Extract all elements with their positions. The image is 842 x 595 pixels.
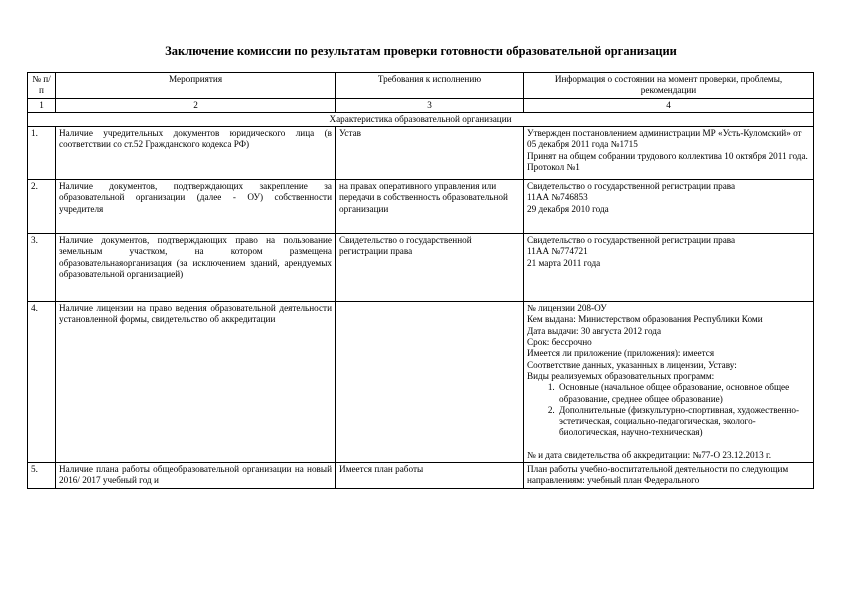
- row-requirement: [336, 302, 524, 463]
- info-line: Дата выдачи: 30 августа 2012 года: [527, 325, 662, 336]
- table-row: [28, 180, 814, 234]
- info-line: 21 марта 2011 года: [527, 257, 601, 268]
- row-requirement: Свидетельство о государственной регистрации права: [336, 234, 524, 302]
- table-row: [28, 302, 814, 463]
- readiness-table: [27, 72, 814, 489]
- info-line: Виды реализуемых образовательных программ:: [527, 370, 715, 381]
- header-requirements: Требования к исполнению: [336, 73, 524, 99]
- info-line: Кем выдана: Министерством образования Республики Коми: [527, 314, 763, 325]
- table-row: [28, 463, 814, 489]
- column-number: 2: [56, 98, 336, 112]
- row-event: Наличие документов, подтверждающих право на пользование земельным участком, на котором размещена образовательнаяорганизация (за исключением зданий, арендуемых образовательной организацией): [56, 234, 336, 302]
- info-line: Утвержден постановлением администрации МР «Усть-Куломский» от 05 декабря 2011 года №1715: [527, 128, 802, 150]
- row-requirement: на правах оперативного управления или передачи в собственность образовательной организации: [336, 180, 524, 234]
- row-info: [524, 302, 814, 463]
- row-number: 2.: [28, 180, 56, 234]
- accreditation-line: № и дата свидетельства об аккредитации: №77-О 23.12.2013 г.: [527, 449, 772, 460]
- table-header-row: [28, 73, 814, 99]
- row-number: 5.: [28, 463, 56, 489]
- info-line: Соответствие данных, указанных в лицензии, Уставу:: [527, 359, 737, 370]
- info-line: Свидетельство о государственной регистрации права: [527, 181, 736, 192]
- column-number-row: [28, 98, 814, 112]
- column-number: 3: [336, 98, 524, 112]
- row-event: Наличие документов, подтверждающих закрепление за образовательной организации (далее - ОУ) собственности учредителя: [56, 180, 336, 234]
- row-info: [524, 180, 814, 234]
- header-event: Мероприятия: [56, 73, 336, 99]
- info-line: План работы учебно-воспитательной деятельности по следующим направлениям: учебный план Федерального: [527, 464, 789, 486]
- header-info: Информация о состоянии на момент проверки, проблемы, рекомендации: [524, 73, 814, 99]
- list-item: 1. Основные (начальное общее образование, основное общее образование, среднее общее образование): [557, 382, 810, 405]
- row-info: [524, 127, 814, 180]
- column-number: 4: [524, 98, 814, 112]
- section-row: [28, 112, 814, 126]
- table-row: [28, 127, 814, 180]
- row-info: [524, 463, 814, 489]
- row-event: Наличие учредительных документов юридического лица (в соответствии со ст.52 Гражданского кодекса РФ): [56, 127, 336, 180]
- row-requirement: Имеется план работы: [336, 463, 524, 489]
- row-number: 4.: [28, 302, 56, 463]
- info-line: Свидетельство о государственной регистрации права: [527, 235, 736, 246]
- column-number: 1: [28, 98, 56, 112]
- info-line: № лицензии 208-ОУ: [527, 303, 607, 314]
- row-event: Наличие плана работы общеобразовательной организации на новый 2016/ 2017 учебный год и: [56, 463, 336, 489]
- programs-list: [527, 382, 810, 438]
- info-line: 11АА №746853: [527, 192, 588, 203]
- info-line: 29 декабря 2010 года: [527, 203, 609, 214]
- row-info: [524, 234, 814, 302]
- info-line: Имеется ли приложение (приложения): имеется: [527, 348, 715, 359]
- info-line: Принят на общем собрании трудового коллектива 10 октября 2011 года. Протокол №1: [527, 150, 808, 173]
- row-number: 1.: [28, 127, 56, 180]
- table-row: [28, 234, 814, 302]
- info-line: 11АА №774721: [527, 246, 588, 257]
- row-number: 3.: [28, 234, 56, 302]
- list-item: 2. Дополнительные (физкультурно-спортивная, художественно-эстетическая, социально-педагогическая, эколого-биологическая, научно-техническая): [557, 405, 810, 439]
- info-line: Срок: бессрочно: [527, 337, 592, 348]
- row-event: Наличие лицензии на право ведения образовательной деятельности установленной формы, свидетельство об аккредитации: [56, 302, 336, 463]
- section-title: Характеристика образовательной организации: [28, 112, 814, 126]
- document-title: Заключение комиссии по результатам проверки готовности образовательной организации: [165, 44, 677, 58]
- row-requirement: Устав: [336, 127, 524, 180]
- header-num: № п/п: [28, 73, 56, 99]
